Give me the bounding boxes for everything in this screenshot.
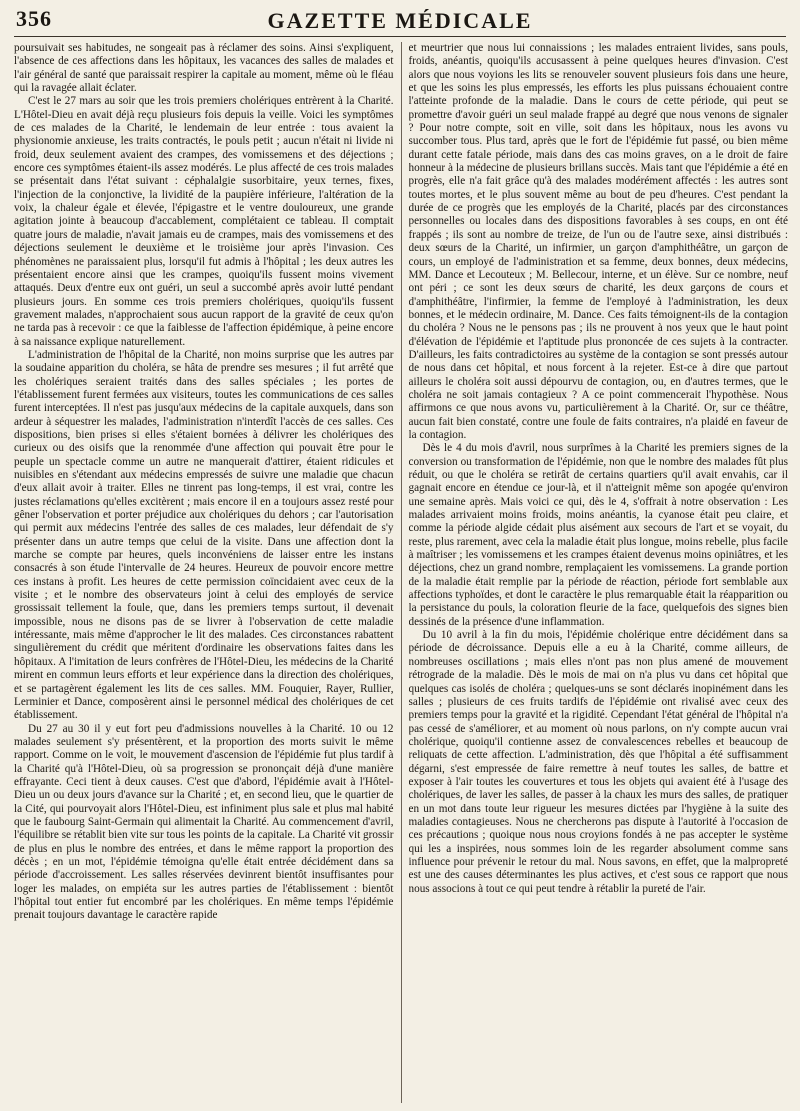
paragraph: et meurtrier que nous lui connaissions ; les malades entraient livides, sans pouls, froids, anéantis, quoiqu'ils accusassent à peine quelques heures d'invasion. C'est alors que nous voyions les lits se renouveler souvent plusieurs fois dans une heure, et que les soins les plus empressés, les efforts les plus puissans échouaient contre l'atteinte profonde de la maladie. Dans le cours de cette période, qui peut se promettre d'avoir guéri un seul malade frappé au degré que nous venons de signaler ? Pour notre compte, soit en ville, soit dans les hôpitaux, nous les avons vu succomber tous. Plus tard, après que le fort de l'épidémie fut passé, ou bien même durant cette fatale période, mais dans des cas moins graves, on a le droit de faire honneur à la médecine de plusieurs brillans succès. Mais tant que l'épidémie a été en progrès, elle n'a fait grâce qu'à des malades modérément affectés : les autres sont toutes mortes, et le plus souvent même au bout de peu d'heures. C'est pendant la durée de ce progrès que les employés de la Charité, placés par des circonstances personnelles ou locales dans des dispositions favorables à ses coups, en ont été frappés ; ils sont au nombre de treize, de l'un ou de l'autre sexe, ainsi distribués : deux sœurs de la Charité, un infirmier, un garçon d'amphithéâtre, un garçon de cours, un employé de l'administration et sa femme, deux bonnes, deux médecins, MM. Dance et Lecouteux ; M. Bellecour, interne, et un élève. Sur ce nombre, neuf ont péri ; ce sont les deux sœurs de charité, les deux garçons de cours et d'amphithéâtre, l'infirmier, la femme de l'employé à l'administration, les deux bonnes, et le médecin ordinaire, M. Dance. Ces faits témoignent-ils de la contagion du choléra ? Nous ne le pensons pas ; ils ne prouvent à nos yeux que le haut point d'élévation de l'épidémie et l'aptitude plus prononcée de ces sujets à la contracter. D'ailleurs, les faits contradictoires au système de la contagion se sont pressés autour de nous dans cet hôpital, et nous forcent à la rejeter. Est-ce à dire que partout ailleurs le choléra soit aussi dépourvu de contagion, ou, en d'autres termes, que le choléra ne soit jamais contagieux ? A ce point commencerait l'hypothèse. Nous affirmons ce que nous avons vu, particulièrement à la Charité. Or, sur ce théâtre, aucun fait bien constaté, contre une foule de faits contraires, n'a plaidé en faveur de la contagion.	[408, 42, 788, 441]
paragraph: C'est le 27 mars au soir que les trois premiers cholériques entrèrent à la Charité. L'Hôtel-Dieu en avait déjà reçu plusieurs fois depuis la veille. Voici les symptômes de ces malades de la Charité, le lendemain de leur entrée : tous avaient la physionomie anxieuse, les traits contractés, le pouls petit ; aucun n'était ni livide ni froid, deux seulement avaient des crampes, des vomissemens et des déjections ; encore ces symptômes étaient-ils assez modérés. Le plus affecté de ces trois malades se présentait dans l'état suivant : céphalalgie susorbitaire, yeux ternes, fixes, l'injection de la conjonctive, la lividité de la paupière inférieure, l'altération de la voix, la chaleur égale et élevée, l'épigastre et le ventre douloureux, une grande agitation jointe à beaucoup d'accablement, complétaient ce tableau. Il comptait quatre jours de maladie, n'avait jamais eu de crampes, mais des vomissemens et des déjections seulement le deuxième et le troisième jour après l'invasion. Ces phénomènes ne paraissaient plus, lorsqu'il fut admis à l'hôpital ; les deux autres les présentaient encore ainsi que les crampes, quoiqu'ils fussent moins vivement attaqués. Deux d'entre eux ont guéri, un seul a succombé après avoir lutté pendant plusieurs jours. En somme ces trois premiers cholériques, quoiqu'ils fussent gravement malades, n'approchaient sous aucun rapport de la gravité de ceux qu'on ne tarda pas à recevoir : ce que la faiblesse de l'affection épidémique, à peine encore à sa naissance explique naturellement.	[14, 95, 394, 348]
right-column	[409, 42, 789, 1103]
paragraph: poursuivait ses habitudes, ne songeait pas à réclamer des soins. Ainsi s'expliquent, l'absence de ces affections dans les hôpitaux, les vacances des salles de malades et l'air général de santé que paraissait respirer la capitale au moment, même où le fléau qui la ravagée allait éclater.	[14, 42, 394, 95]
left-column	[14, 42, 394, 1103]
page-number: 356	[16, 6, 52, 31]
page-header	[14, 6, 786, 37]
journal-title: GAZETTE MÉDICALE	[267, 8, 533, 33]
paragraph: Dès le 4 du mois d'avril, nous surprîmes à la Charité les premiers signes de la conversion ou transformation de l'épidémie, non que le nombre des malades fût plus réduit, ou que le choléra se retirât de certains quartiers qu'il avait envahis, car il gagnait encore en étendue ce jour-là, et il n'atteignit même son apogée qu'environ une semaine après. Mais voici ce qui, dès le 4, s'offrait à notre observation : Les malades arrivaient moins froids, moins anéantis, la cyanose était peu claire, et comme la période algide cédait plus aisément aux secours de l'art et se voyait, du reste, plus rarement, avec cela la maladie était plus longue, moins rebelle, plus facile à maîtriser ; les vomissemens et les crampes étaient devenus moins opiniâtres, et les déjections, chez un grand nombre, remplaçaient les vomissemens. La grande portion de la maladie était remplie par la période de réaction, période fort semblable aux affections typhoïdes, et dont le caractère le plus remarquable était la réapparition ou la persistance du pouls, la coloration fleurie de la face, quelquefois des signes bien dessinés de la présence d'une inflammation.	[408, 442, 788, 628]
column-divider	[401, 42, 402, 1103]
paragraph: Du 27 au 30 il y eut fort peu d'admissions nouvelles à la Charité. 10 ou 12 malades seulement s'y présentèrent, et la proportion des morts suivit le même rapport. Comme on le voit, le mouvement d'ascension de l'épidémie fut plus tardif à la Charité qu'à l'Hôtel-Dieu, où sa progression se prononçait déjà d'une manière effrayante. Ceci tient à deux causes. C'est que d'abord, l'épidémie avait à l'Hôtel-Dieu un ou deux jours d'avance sur la Charité ; et, en second lieu, que le quartier de la Cité, qui pourvoyait alors l'Hôtel-Dieu, est infiniment plus sale et plus mal habité que le faubourg Saint-Germain qui alimentait la Charité. Au commencement d'avril, l'équilibre se rétablit bien vite sur tous les points de la capitale. La Charité vit grossir de plus en plus le nombre des entrées, et dans le même rapport la proportion des décès ; en un mot, l'épidémie témoigna qu'elle était entrée décidément dans sa période d'accroissement. Les salles réservées devinrent bientôt insuffisantes pour loger les malades, on empiéta sur les autres parties de l'établissement : bientôt l'hôpital tout entier fut encombré par les cholériques. En même temps l'épidémie prenait toujours davantage le caractère rapide	[14, 722, 394, 922]
text-columns	[14, 42, 788, 1103]
paragraph: Du 10 avril à la fin du mois, l'épidémie cholérique entre décidément dans sa période de décroissance. Depuis elle a eu à la Charité, comme ailleurs, de nombreuses oscillations ; mais elles n'ont pas non plus amené de mouvement rétrograde de la maladie. Dès le mois de mai on n'a plus vu dans cet hôpital que quelques cas isolés de choléra ; quelques-uns se sont déclarés inopinément dans les salles ; plusieurs de ces fruits tardifs de l'épidémie ont rivalisé avec ceux des premiers temps pour la gravité et la rigidité. Cependant l'état général de l'hôpital n'a pas cessé de s'améliorer, et au moment où nous parlons, on n'y compte aucun vrai cholérique, quoiqu'il contienne assez de convalescences rebelles et beaucoup de reliquats de cette affection. L'administration, dès que l'hôpital a été suffisamment dégarni, s'est empressée de faire remettre à neuf toutes les salles, de battre et exposer à l'air toutes les couvertures et tous les objets qui avaient été à l'usage des cholériques, de laver les salles, de passer à la chaux les murs des salles, de pratiquer en un mot dans toute leur rigueur les mesures dictées par l'hygiène à la suite des maladies contagieuses. Nous ne chercherons pas dispute à l'autorité à l'occasion de ces précautions ; quoique nous nous croyions fondés à ne pas accepter le système qui les a inspirées, nous sommes loin de les regarder absolument comme sans influence pour prévenir le retour du mal. Nous savons, en effet, que la malpropreté est une des causes déterminantes les plus actives, et c'est sous ce rapport que nous nous associons à tout ce qui peut tendre à rétablir la pureté de l'air.	[408, 629, 788, 895]
paragraph: L'administration de l'hôpital de la Charité, non moins surprise que les autres par la soudaine apparition du choléra, se hâta de prendre ses mesures ; il fut arrêté que les cholériques seraient traités dans des salles spéciales ; les portes de l'établissement furent fermées aux visiteurs, toutes les communications de ces salles furent interceptées. Il n'est pas jusqu'aux médecins de la capitale auxquels, dans son ardeur à séquestrer les malades, l'administration n'interdît l'accès de ces salles. Ces dispositions, bien prises si elles s'étaient bornées à délivrer les cholériques des curieux ou des oisifs que la renommée d'une affection qui pouvait être pour le peuple un spectacle comme un autre ne manquerait d'attirer, étaient ridicules et nuisibles en s'étendant aux médecins empressés de suivre une maladie que chacun d'eux allait avoir à traiter. Elles ne tinrent pas long-temps, il est vrai, contre les justes réclamations qu'elles excitèrent ; mais encore il en a toujours assez resté pour gêner l'observation et porter préjudice aux cholériques du dehors ; car l'autorisation qui permit aux médecins l'entrée des salles de ces malades, leur défendait de s'y présenter dans un autre temps que celui de la visite. Dans une affection dont la marche se compte par heures, quels inconvéniens de laisser entre les instans consacrés à son étude l'intervalle de 24 heures. Heureux de pouvoir encore mettre ces instans à profit. Les heures de cette permission coïncidaient avec ceux de la visite ; et le nombre des observateurs joint à celui des employés de service grossissait tellement la foule, que, dans les premiers temps surtout, il devenait impossible, nous ne disons pas de se livrer à l'observation de cette maladie intéressante, mais même d'approcher le lit des malades. Ces circonstances rabattent singulièrement du crédit que méritent d'ordinaire les observations faites dans les hôpitaux. A l'imitation de leurs confrères de l'Hôtel-Dieu, les médecins de la Charité mirent en commun leurs efforts et leur expérience dans la direction des cholériques, et se partagèrent également les lits de ces salles. MM. Fouquier, Rayer, Rullier, Lerminier et Dance, composèrent ainsi le personnel médical des cholériques de cet établissement.	[14, 348, 394, 722]
